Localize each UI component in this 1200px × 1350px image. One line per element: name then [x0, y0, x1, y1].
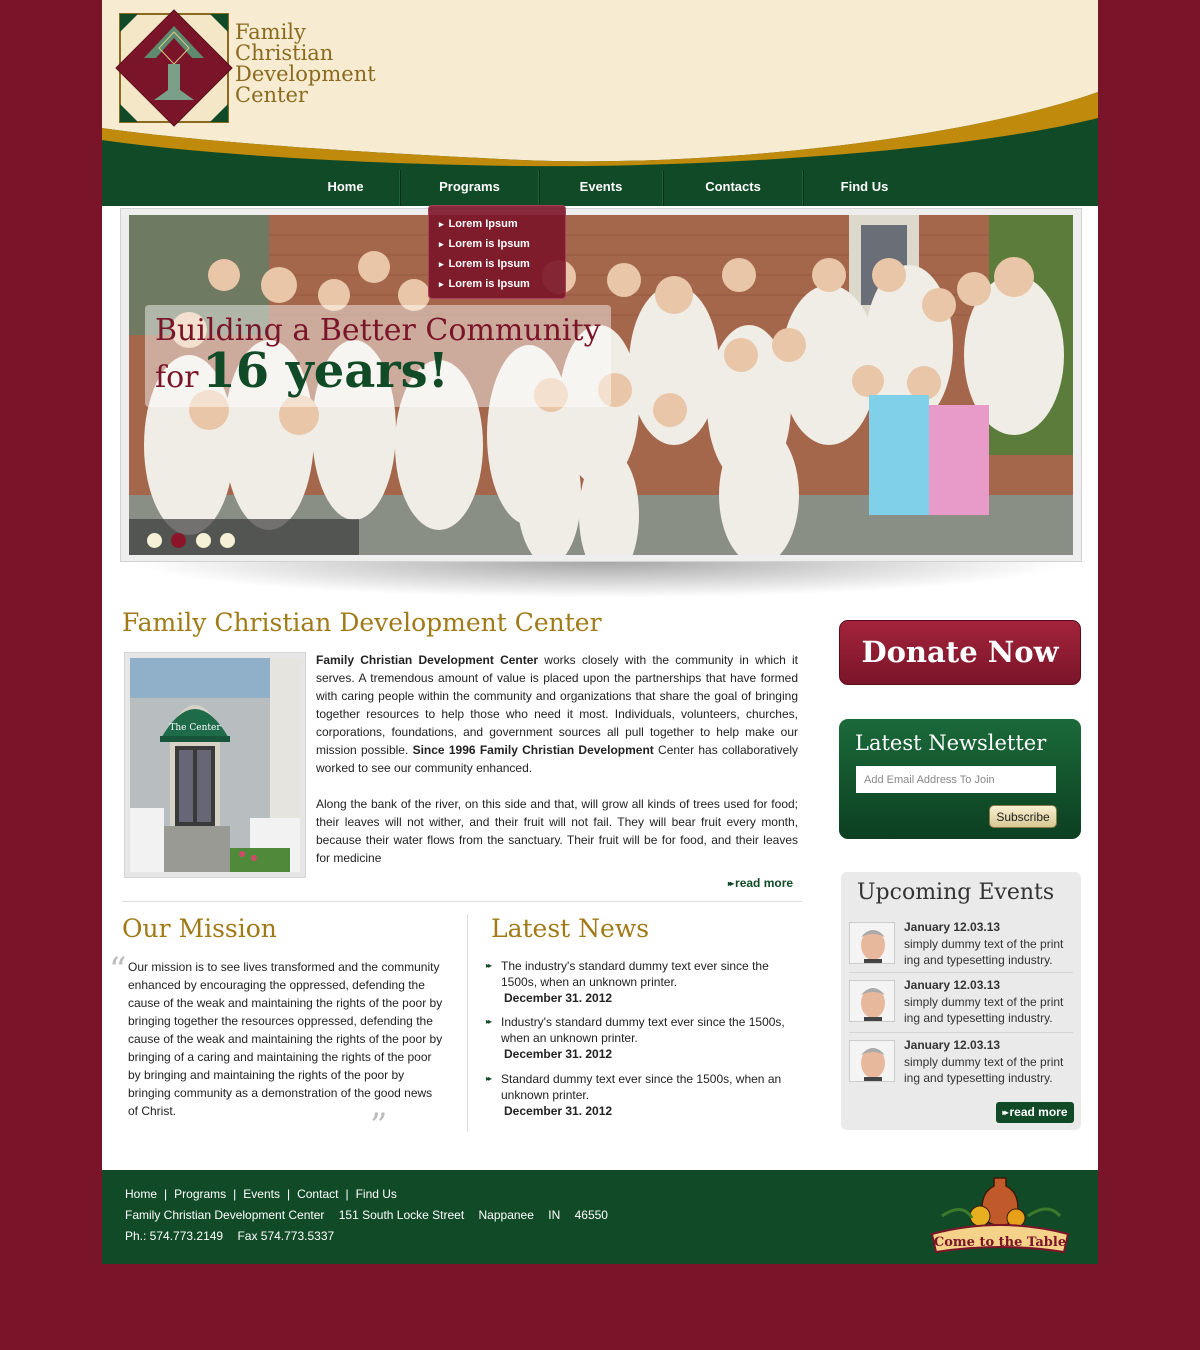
donate-button[interactable]: Donate Now — [839, 620, 1081, 685]
footer-link-home[interactable]: Home — [125, 1187, 158, 1201]
event-date: January 12.03.13 — [904, 1038, 1001, 1052]
slider-shadow — [130, 562, 1072, 598]
footer-street: 151 South Locke Street — [338, 1208, 465, 1222]
slide-title-line1: Building a Better Community — [155, 313, 601, 348]
dropdown-item[interactable]: ▸ Lorem is Ipsum — [439, 234, 565, 254]
hero-slider[interactable] — [129, 215, 1073, 555]
slider-dot-1[interactable] — [147, 533, 162, 548]
subscribe-button[interactable]: Subscribe — [989, 805, 1057, 828]
news-list — [486, 958, 786, 1125]
logo-line: Center — [235, 83, 308, 107]
intro-org-name: Family Christian Development Center — [316, 653, 539, 667]
footer-contact — [125, 1229, 345, 1243]
upcoming-events-box — [841, 872, 1081, 1130]
come-to-the-table-logo[interactable] — [922, 1172, 1078, 1258]
logo-line: Family — [235, 20, 306, 44]
footer-state: IN — [548, 1208, 561, 1222]
dropdown-item[interactable]: ▸ Lorem Ipsum — [439, 214, 565, 234]
news-item-date: December 31. 2012 — [504, 1104, 613, 1118]
events-read-more-button[interactable]: ▸▸ read more — [996, 1102, 1074, 1123]
footer-link-events[interactable]: Events — [243, 1187, 280, 1201]
footer-zip: 46550 — [574, 1208, 608, 1222]
footer-phone: Ph.: 574.773.2149 — [125, 1229, 224, 1243]
event-date: January 12.03.13 — [904, 978, 1001, 992]
newsletter-title: Latest Newsletter — [855, 731, 1047, 755]
slide-title-years: 16 years! — [202, 343, 449, 399]
newsletter-box — [839, 719, 1081, 839]
news-item-date: December 31. 2012 — [504, 1047, 613, 1061]
news-title: Latest News — [491, 914, 650, 943]
intro-title: Family Christian Development Center — [122, 608, 602, 637]
programs-dropdown — [428, 205, 566, 299]
event-avatar — [849, 922, 895, 964]
page — [102, 0, 1098, 1350]
intro-paragraph-1 — [316, 651, 798, 777]
column-divider — [467, 914, 468, 1132]
event-date: January 12.03.13 — [904, 920, 1001, 934]
footer-city: Nappanee — [478, 1208, 534, 1222]
events-title: Upcoming Events — [857, 880, 1055, 905]
mission-title: Our Mission — [122, 914, 277, 943]
event-avatar — [849, 1040, 895, 1082]
event-text: simply dummy text of the print ing and typesetting industry. — [904, 995, 1064, 1025]
slider-pagination — [129, 519, 359, 555]
event-avatar — [849, 980, 895, 1022]
footer-link-programs[interactable]: Programs — [174, 1187, 227, 1201]
event-item[interactable] — [849, 978, 1073, 1034]
nav-find-us[interactable]: Find Us — [803, 170, 925, 206]
center-building-photo — [130, 658, 300, 872]
slider-dot-4[interactable] — [220, 533, 235, 548]
quote-close-icon: ” — [370, 1106, 388, 1146]
dropdown-item[interactable]: ▸ Lorem is Ipsum — [439, 254, 565, 274]
site-header — [102, 0, 1098, 206]
logo-emblem[interactable] — [114, 8, 234, 128]
nav-programs[interactable]: Programs — [400, 170, 539, 206]
event-separator — [849, 1032, 1073, 1033]
logo-line: Development — [235, 62, 376, 86]
intro-since-1996: Since 1996 Family Christian Development — [412, 743, 654, 757]
main-content — [102, 206, 1098, 1170]
slider-dot-3[interactable] — [196, 533, 211, 548]
divider — [122, 901, 802, 902]
intro-body — [316, 651, 798, 885]
intro-paragraph-2: Along the bank of the river, on this side and that, will grow all kinds of trees used for food; their leaves will not wither, and their fruit will not fail. They will bear fruit every month, because their water flows from the sanctuary. Their fruit will be for food, and their leaves for medicine — [316, 797, 798, 865]
event-item[interactable] — [849, 920, 1073, 976]
news-item-text[interactable]: ▸▸ Industry's standard dummy text ever since the 1500s, when an unknown printer. — [501, 1015, 785, 1045]
news-item[interactable] — [486, 1071, 786, 1119]
slide-title-for: for — [155, 360, 199, 395]
event-separator — [849, 972, 1073, 973]
footer-link-find-us[interactable]: Find Us — [355, 1187, 397, 1201]
news-item-text[interactable]: ▸▸ Standard dummy text ever since the 1500s, when an unknown printer. — [501, 1072, 782, 1102]
intro-read-more-link[interactable]: ▸▸ read more — [728, 876, 793, 890]
news-item[interactable] — [486, 1014, 786, 1065]
event-text: simply dummy text of the print ing and typesetting industry. — [904, 1055, 1064, 1085]
footer-nav: Home | Programs | Events | Contact | Find Us — [125, 1187, 397, 1201]
event-item[interactable] — [849, 1038, 1073, 1094]
main-nav — [292, 170, 925, 206]
mission-text: Our mission is to see lives transformed and the community enhanced by encouraging the oppressed, defending the cause of the weak and maintaining the rights of the poor by bringing together the resources oppressed, defending the cause of the weak and maintaining the rights of the poor by bringing of a caring and maintaining the rights of the poor by bringing and maintaining the rights of the poor by bringing community as a demonstration of the good news of Christ. — [128, 960, 443, 1118]
intro-p1-text: works closely with the community in which it serves. A tremendous amount of value is placed upon the partnerships that have formed with caring people within the community and organizations that share the goal of bringing together resources to help those who need it most. Individuals, volunteers, churches, corporations, foundations, and government sources all pull together to help make our mission possible. — [316, 653, 798, 757]
dropdown-item[interactable]: ▸ Lorem is Ipsum — [439, 274, 565, 294]
news-item-text[interactable]: ▸▸ The industry's standard dummy text ever since the 1500s, when an unknown printer. — [501, 959, 769, 989]
newsletter-email-input[interactable] — [856, 766, 1056, 793]
footer-org-name: Family Christian Development Center — [125, 1208, 325, 1222]
footer-link-contact[interactable]: Contact — [297, 1187, 339, 1201]
footer-address — [125, 1208, 619, 1222]
news-item[interactable] — [486, 958, 786, 1008]
intro-p1-end: Center has collaboratively worked to see our community enhanced. — [316, 743, 799, 775]
footer-fax: Fax 574.773.5337 — [237, 1229, 335, 1243]
slider-dot-2[interactable] — [171, 533, 186, 548]
intro-photo — [124, 652, 306, 878]
logo-text[interactable] — [235, 22, 376, 106]
center-sign: The Center — [169, 723, 221, 733]
site-footer — [102, 1170, 1098, 1264]
slide-title-line2 — [155, 343, 449, 399]
slider-frame — [120, 208, 1082, 562]
come-to-the-table-text: Come to the Table — [933, 1235, 1067, 1250]
nav-contacts[interactable]: Contacts — [663, 170, 803, 206]
news-item-date: December 31. 2012 — [504, 991, 613, 1005]
nav-events[interactable]: Events — [539, 170, 663, 206]
quote-open-icon: “ — [109, 950, 127, 990]
nav-home[interactable]: Home — [292, 170, 400, 206]
event-text: simply dummy text of the print ing and typesetting industry. — [904, 937, 1064, 967]
logo-line: Christian — [235, 41, 334, 65]
